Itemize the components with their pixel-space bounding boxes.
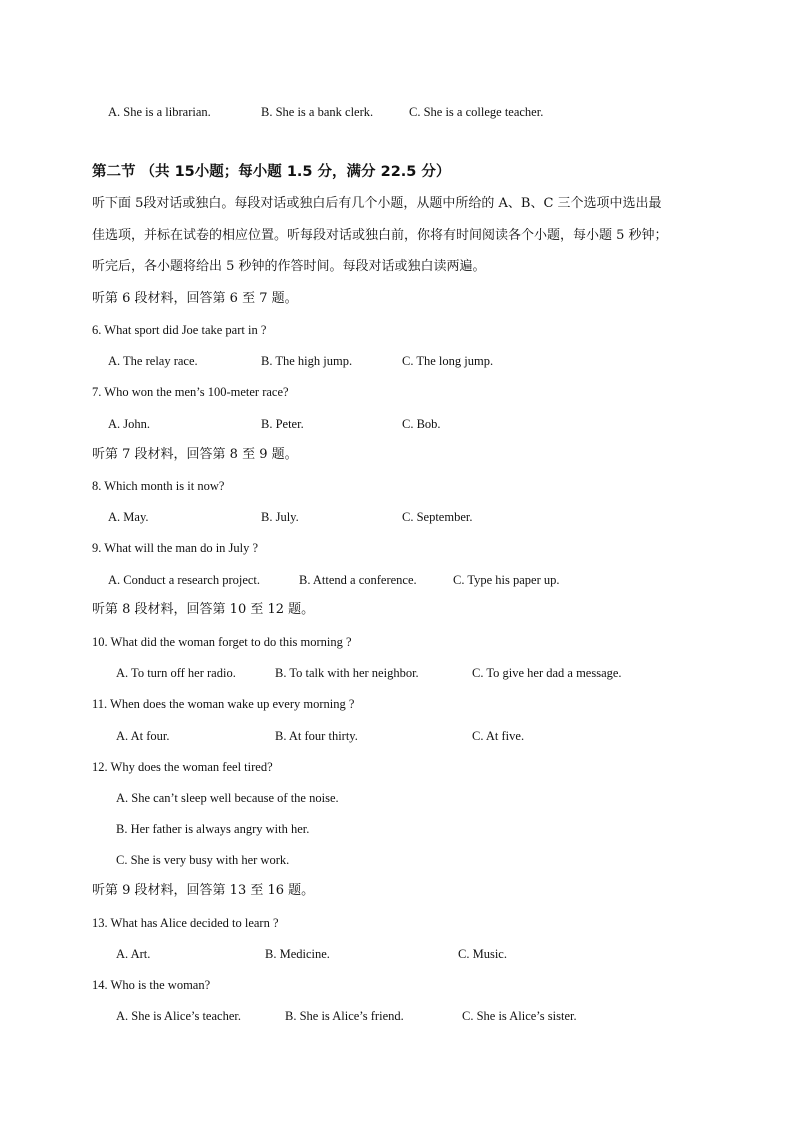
q14-option-b: B. She is Alice’s friend. [285,1009,404,1023]
section-heading: 第二节 （共 15小题；每小题 1.5 分，满分 22.5 分） [92,164,451,180]
instructions-line-2: 佳选项，并标在试卷的相应位置。听每段对话或独白前，你将有时间阅读各个小题，每小题 5 秒钟； [92,228,668,243]
q5-option-c: C. She is a college teacher. [409,105,544,119]
question-7: 7. Who won the men’s 100-meter race? [92,385,289,399]
q11-option-c: C. At five. [472,729,525,743]
q9-option-a: A. Conduct a research project. [108,573,261,587]
q10-option-a: A. To turn off her radio. [116,666,236,680]
passage-9-header: 听第 9 段材料，回答第 13 至 16 题。 [92,883,315,898]
q9-option-b: B. Attend a conference. [299,573,417,587]
question-6: 6. What sport did Joe take part in ? [92,323,267,337]
q13-option-a: A. Art. [116,947,151,961]
q8-option-b: B. July. [261,510,299,524]
q11-option-b: B. At four thirty. [275,729,358,743]
q11-option-a: A. At four. [116,729,170,743]
q14-option-a: A. She is Alice’s teacher. [116,1009,241,1023]
q6-option-a: A. The relay race. [108,354,198,368]
q9-option-c: C. Type his paper up. [453,573,560,587]
question-9: 9. What will the man do in July ? [92,541,259,555]
q10-option-b: B. To talk with her neighbor. [275,666,419,680]
q7-option-a: A. John. [108,417,151,431]
passage-8-header: 听第 8 段材料，回答第 10 至 12 题。 [92,602,315,617]
question-10: 10. What did the woman forget to do this morning ? [92,635,352,649]
q6-option-b: B. The high jump. [261,354,353,368]
question-12: 12. Why does the woman feel tired? [92,760,273,774]
instructions-line-3: 听完后，各小题将给出 5 秒钟的作答时间。每段对话或独白读两遍。 [92,259,486,274]
q12-option-c: C. She is very busy with her work. [116,853,290,867]
question-8: 8. Which month is it now? [92,479,225,493]
q5-option-a: A. She is a librarian. [108,105,211,119]
q12-option-a: A. She can’t sleep well because of the noise. [116,791,339,805]
q6-option-c: C. The long jump. [402,354,494,368]
q5-option-b: B. She is a bank clerk. [261,105,374,119]
q7-option-c: C. Bob. [402,417,441,431]
q8-option-c: C. September. [402,510,473,524]
q14-option-c: C. She is Alice’s sister. [462,1009,577,1023]
q13-option-c: C. Music. [458,947,507,961]
question-14: 14. Who is the woman? [92,978,211,992]
question-11: 11. When does the woman wake up every morning ? [92,697,355,711]
q7-option-b: B. Peter. [261,417,304,431]
q13-option-b: B. Medicine. [265,947,330,961]
q10-option-c: C. To give her dad a message. [472,666,622,680]
passage-6-header: 听第 6 段材料，回答第 6 至 7 题。 [92,291,298,306]
passage-7-header: 听第 7 段材料，回答第 8 至 9 题。 [92,447,298,462]
q12-option-b: B. Her father is always angry with her. [116,822,310,836]
instructions-line-1: 听下面 5段对话或独白。每段对话或独白后有几个小题，从题中所给的 A、B、C 三个选项中选出最 [92,196,662,211]
q8-option-a: A. May. [108,510,149,524]
question-13: 13. What has Alice decided to learn ? [92,916,279,930]
